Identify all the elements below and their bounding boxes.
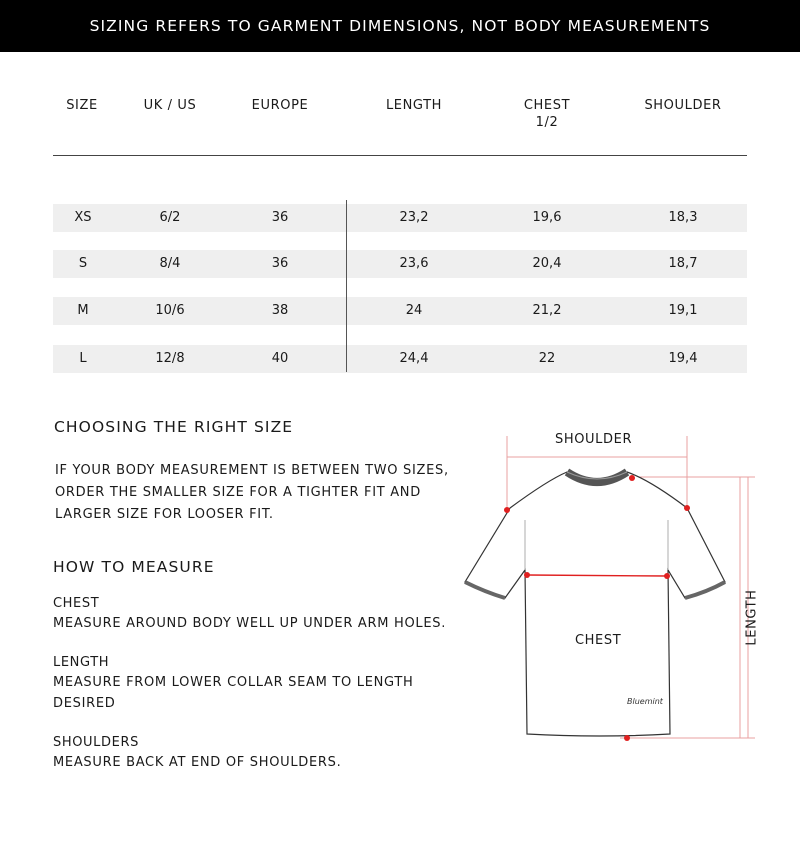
col-header-shoulder: SHOULDER: [644, 98, 722, 113]
cell-length: 24,4: [399, 351, 429, 366]
measure-label-chest: CHEST: [53, 596, 100, 611]
measure-text-length: DESIRED: [53, 696, 116, 711]
col-header-europe: EUROPE: [251, 98, 309, 113]
signature-mark: Bluemint: [627, 697, 663, 706]
cell-chest: 19,6: [532, 210, 562, 225]
measure-text-length: MEASURE FROM LOWER COLLAR SEAM TO LENGTH: [53, 675, 414, 690]
choosing-line: LARGER SIZE FOR LOOSER FIT.: [55, 507, 274, 522]
choosing-line: ORDER THE SMALLER SIZE FOR A TIGHTER FIT AND: [55, 485, 421, 500]
cell-shoulder: 18,3: [668, 210, 698, 225]
cell-shoulder: 19,1: [668, 303, 698, 318]
header-divider: [53, 155, 747, 156]
col-header-length: LENGTH: [385, 98, 443, 113]
sizing-banner: SIZING REFERS TO GARMENT DIMENSIONS, NOT BODY MEASUREMENTS: [0, 0, 800, 52]
cell-chest: 20,4: [532, 256, 562, 271]
cell-shoulder: 19,4: [668, 351, 698, 366]
cell-length: 23,6: [399, 256, 429, 271]
choosing-title: CHOOSING THE RIGHT SIZE: [54, 418, 294, 436]
cell-europe: 36: [271, 256, 289, 271]
table-column-divider: [346, 200, 347, 372]
cell-size: S: [78, 256, 88, 271]
col-header-chest: CHEST 1/2: [523, 98, 571, 130]
table-row: [53, 250, 747, 278]
col-header-uk-us: UK / US: [143, 98, 197, 113]
table-row: [53, 204, 747, 232]
how-title: HOW TO MEASURE: [53, 558, 215, 576]
measure-text-chest: MEASURE AROUND BODY WELL UP UNDER ARM HOLES.: [53, 616, 447, 631]
cell-size: M: [77, 303, 89, 318]
cell-uk-us: 10/6: [155, 303, 185, 318]
cell-shoulder: 18,7: [668, 256, 698, 271]
tshirt-measure-diagram: [455, 420, 800, 750]
length-label: LENGTH: [744, 589, 760, 646]
measure-label-shoulders: SHOULDERS: [53, 735, 139, 750]
cell-length: 23,2: [399, 210, 429, 225]
measure-label-length: LENGTH: [53, 655, 110, 670]
cell-uk-us: 12/8: [155, 351, 185, 366]
cell-uk-us: 6/2: [159, 210, 181, 225]
cell-chest: 22: [538, 351, 556, 366]
col-header-size: SIZE: [66, 98, 98, 113]
shoulder-label: SHOULDER: [555, 432, 633, 447]
cell-uk-us: 8/4: [159, 256, 181, 271]
table-row: [53, 297, 747, 325]
chest-label: CHEST: [575, 633, 622, 648]
cell-length: 24: [405, 303, 423, 318]
choosing-line: IF YOUR BODY MEASUREMENT IS BETWEEN TWO SIZES,: [55, 463, 449, 478]
cell-chest: 21,2: [532, 303, 562, 318]
shirt-outline: [465, 472, 725, 736]
table-row: [53, 345, 747, 373]
cell-size: L: [79, 351, 87, 366]
cell-europe: 38: [271, 303, 289, 318]
cell-size: XS: [74, 210, 92, 225]
chest-line: [527, 575, 667, 576]
measure-text-shoulders: MEASURE BACK AT END OF SHOULDERS.: [53, 755, 342, 770]
cell-europe: 40: [271, 351, 289, 366]
cell-europe: 36: [271, 210, 289, 225]
